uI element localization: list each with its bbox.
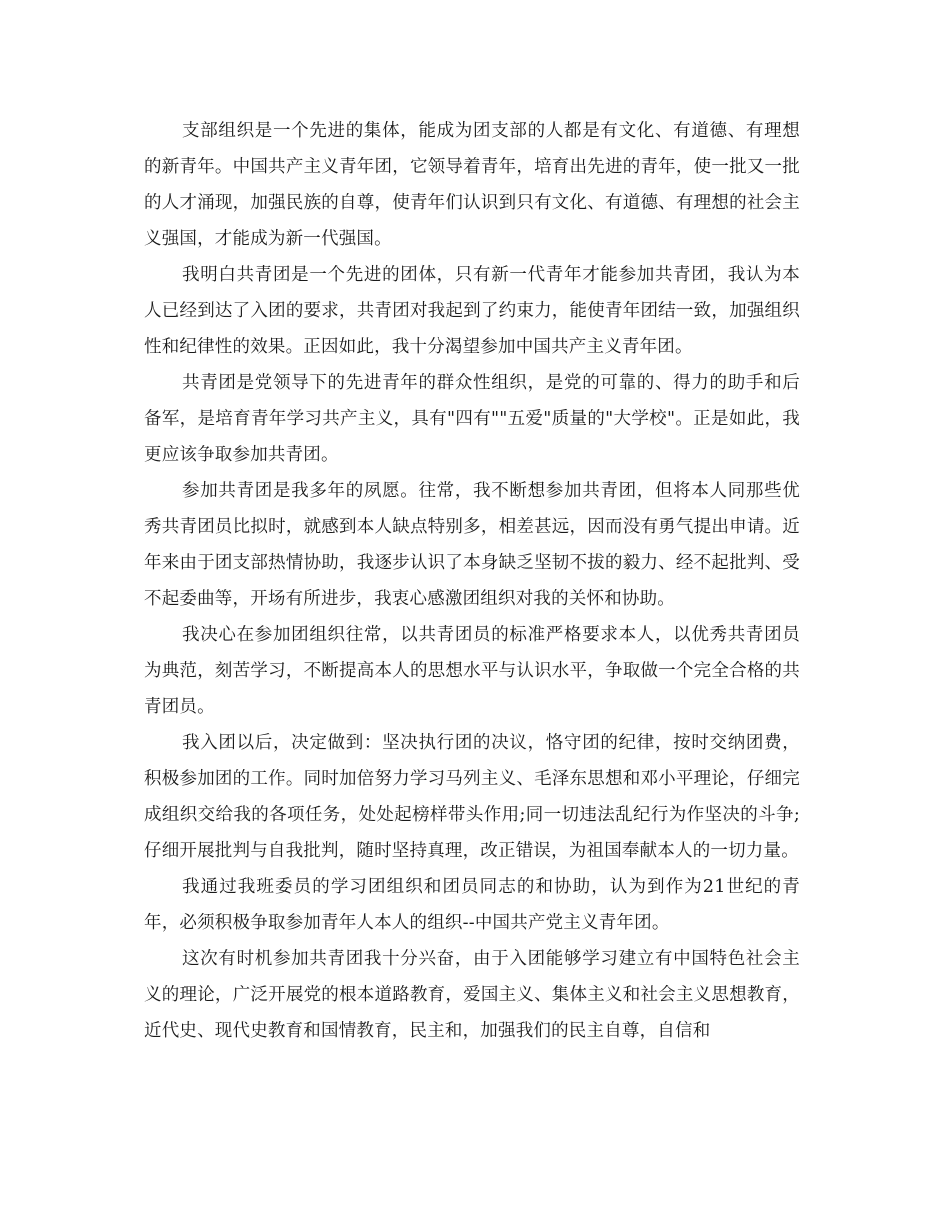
paragraph-7: 我通过我班委员的学习团组织和团员同志的和协助，认为到作为21世纪的青年，必须积极争取参加青年人本人的组织--中国共产党主义青年团。 xyxy=(144,877,800,933)
document-body xyxy=(144,113,800,1049)
paragraph-2: 我明白共青团是一个先进的团体，只有新一代青年才能参加共青团，我认为本人已经到达了入团的要求，共青团对我起到了约束力，能使青年团结一致，加强组织性和纪律性的效果。正因如此，我十分渴望参加中国共产主义青年团。 xyxy=(144,265,800,357)
paragraph-5: 我决心在参加团组织往常，以共青团员的标准严格要求本人，以优秀共青团员为典范，刻苦学习，不断提高本人的思想水平与认识水平，争取做一个完全合格的共青团员。 xyxy=(144,625,800,717)
paragraph-3: 共青团是党领导下的先进青年的群众性组织，是党的可靠的、得力的助手和后备军，是培育青年学习共产主义，具有"四有""五爱"质量的"大学校"。正是如此，我更应该争取参加共青团。 xyxy=(144,373,800,465)
paragraph-4: 参加共青团是我多年的夙愿。往常，我不断想参加共青团，但将本人同那些优秀共青团员比拟时，就感到本人缺点特别多，相差甚远，因而没有勇气提出申请。近年来由于团支部热情协助，我逐步认识了本身缺乏坚韧不拔的毅力、经不起批判、受不起委曲等，开场有所进步，我衷心感激团组织对我的关怀和协助。 xyxy=(144,481,800,609)
paragraph-6: 我入团以后，决定做到：坚决执行团的决议，恪守团的纪律，按时交纳团费，积极参加团的工作。同时加倍努力学习马列主义、毛泽东思想和邓小平理论，仔细完成组织交给我的各项任务，处处起榜样带头作用;同一切违法乱纪行为作坚决的斗争;仔细开展批判与自我批判，随时坚持真理，改正错误，为祖国奉献本人的一切力量。 xyxy=(144,733,800,861)
paragraph-1: 支部组织是一个先进的集体，能成为团支部的人都是有文化、有道德、有理想的新青年。中国共产主义青年团，它领导着青年，培育出先进的青年，使一批又一批的人才涌现，加强民族的自尊，使青年们认识到只有文化、有道德、有理想的社会主义强国，才能成为新一代强国。 xyxy=(144,121,800,249)
paragraph-8: 这次有时机参加共青团我十分兴奋，由于入团能够学习建立有中国特色社会主义的理论，广泛开展党的根本道路教育，爱国主义、集体主义和社会主义思想教育，近代史、现代史教育和国情教育，民主和，加强我们的民主自尊，自信和 xyxy=(144,949,800,1041)
